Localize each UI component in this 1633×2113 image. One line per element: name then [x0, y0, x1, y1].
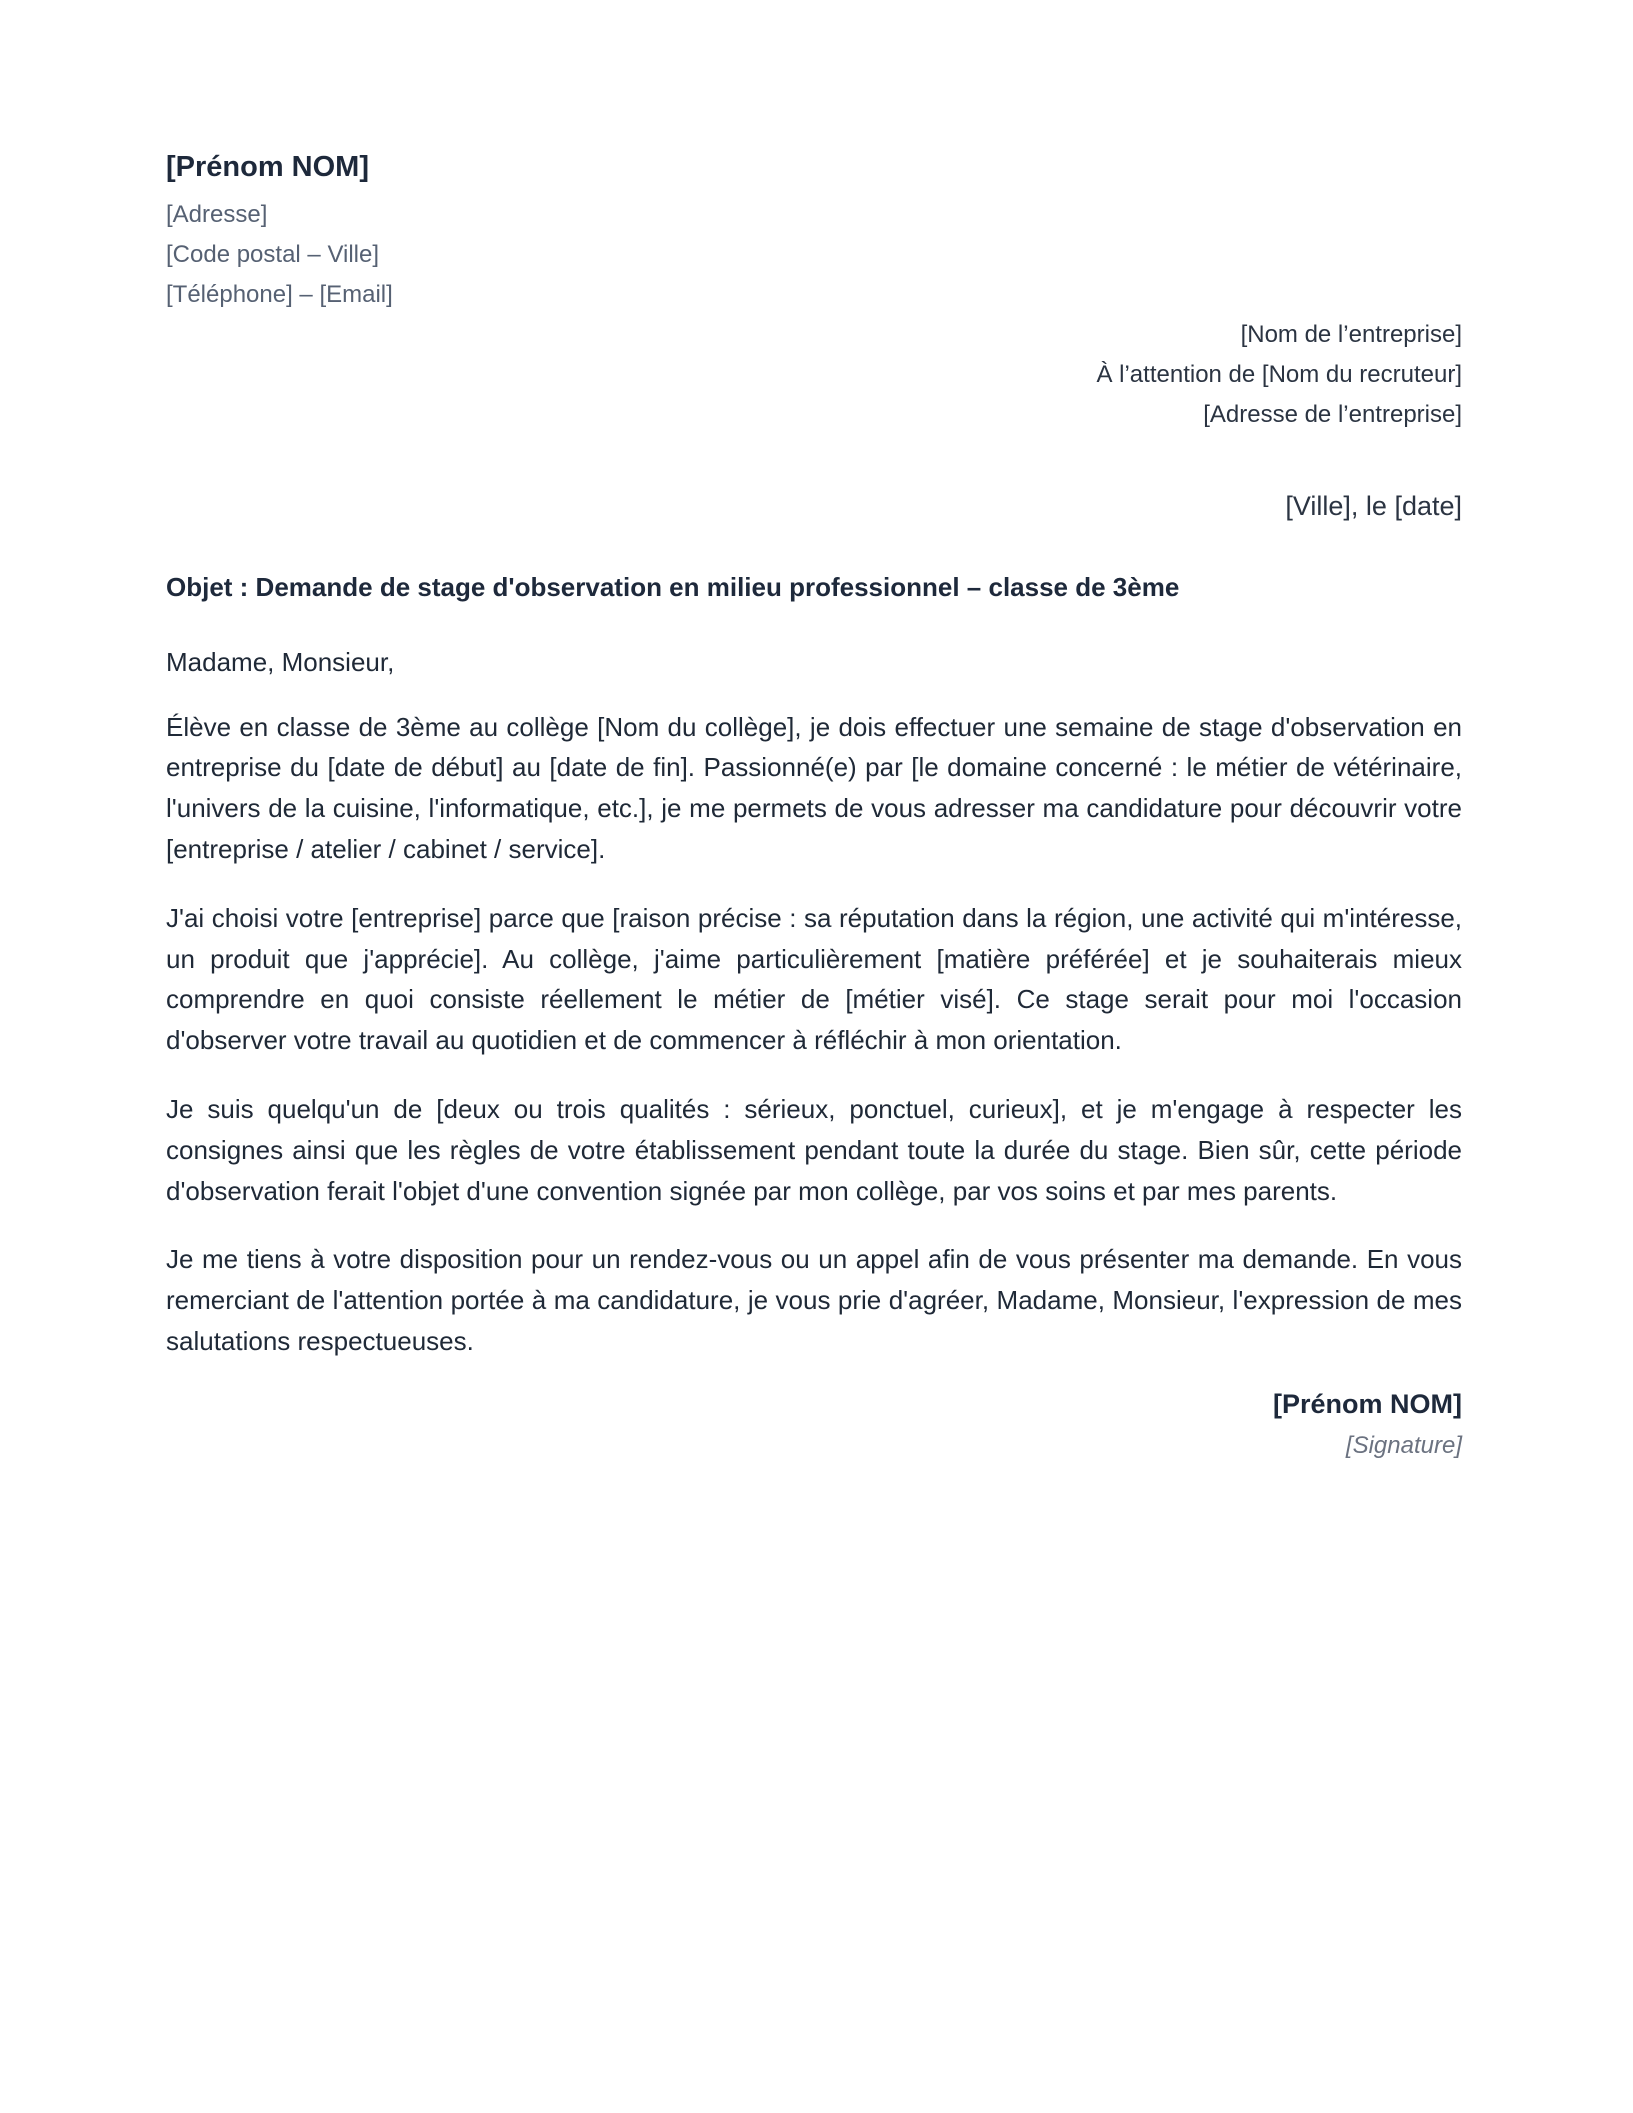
recipient-address: [Adresse de l’entreprise] — [1203, 400, 1462, 428]
greeting: Madame, Monsieur, — [166, 647, 395, 678]
body-paragraph: Je suis quelqu'un de [deux ou trois qualités : sérieux, ponctuel, curieux], et je m'engage à respecter les consignes ainsi que les règles de votre établissement pendant toute la durée du stage. Bien sûr, cette période d'observation ferait l'objet d'une convention signée par mon collège, par vos soins et par mes parents. — [166, 1093, 1462, 1206]
sender-contact: [Téléphone] – [Email] — [166, 280, 393, 308]
letter-page — [166, 150, 1462, 1461]
body-paragraph: Élève en classe de 3ème au collège [Nom du collège], je dois effectuer une semaine de stage d'observation en entreprise du [date de début] au [date de fin]. Passionné(e) par [le domaine concerné : le métier de vétérinaire, l'univers de la cuisine, l'informatique, etc.], je me permets de vous adresser ma candidature pour découvrir votre [entreprise / atelier / cabinet / service]. — [166, 711, 1462, 864]
sender-block — [166, 150, 1462, 315]
sender-name: [Prénom NOM] — [166, 151, 369, 183]
body-paragraph: Je me tiens à votre disposition pour un rendez-vous ou un appel afin de vous présenter ma demande. En vous remerciant de l'attention portée à ma candidature, je vous prie d'agréer, Madame, Monsieur, l'expression de mes salutations respectueuses. — [166, 1244, 1462, 1356]
subject-line: Objet : Demande de stage d'observation en milieu professionnel – classe de 3ème — [166, 572, 1180, 603]
recipient-attention: À l’attention de [Nom du recruteur] — [1096, 360, 1462, 388]
sender-postal-city: [Code postal – Ville] — [166, 240, 380, 268]
recipient-block — [166, 315, 1462, 435]
recipient-company: [Nom de l’entreprise] — [1240, 320, 1462, 348]
sender-address: [Adresse] — [166, 200, 268, 228]
date-line: [Ville], le [date] — [1285, 490, 1462, 521]
signature-placeholder: [Signature] — [1345, 1432, 1462, 1460]
body-paragraph: J'ai choisi votre [entreprise] parce que [raison précise : sa réputation dans la région, une activité qui m'intéresse, un produit que j'apprécie]. Au collège, j'aime particulièrement [matière préférée] et je souhaiterais mieux comprendre en quoi consiste réellement le métier de [métier visé]. Ce stage serait pour moi l'occasion d'observer votre travail au quotidien et de commencer à réfléchir à mon orientation. — [166, 902, 1462, 1056]
closing-name: [Prénom NOM] — [1273, 1388, 1462, 1419]
